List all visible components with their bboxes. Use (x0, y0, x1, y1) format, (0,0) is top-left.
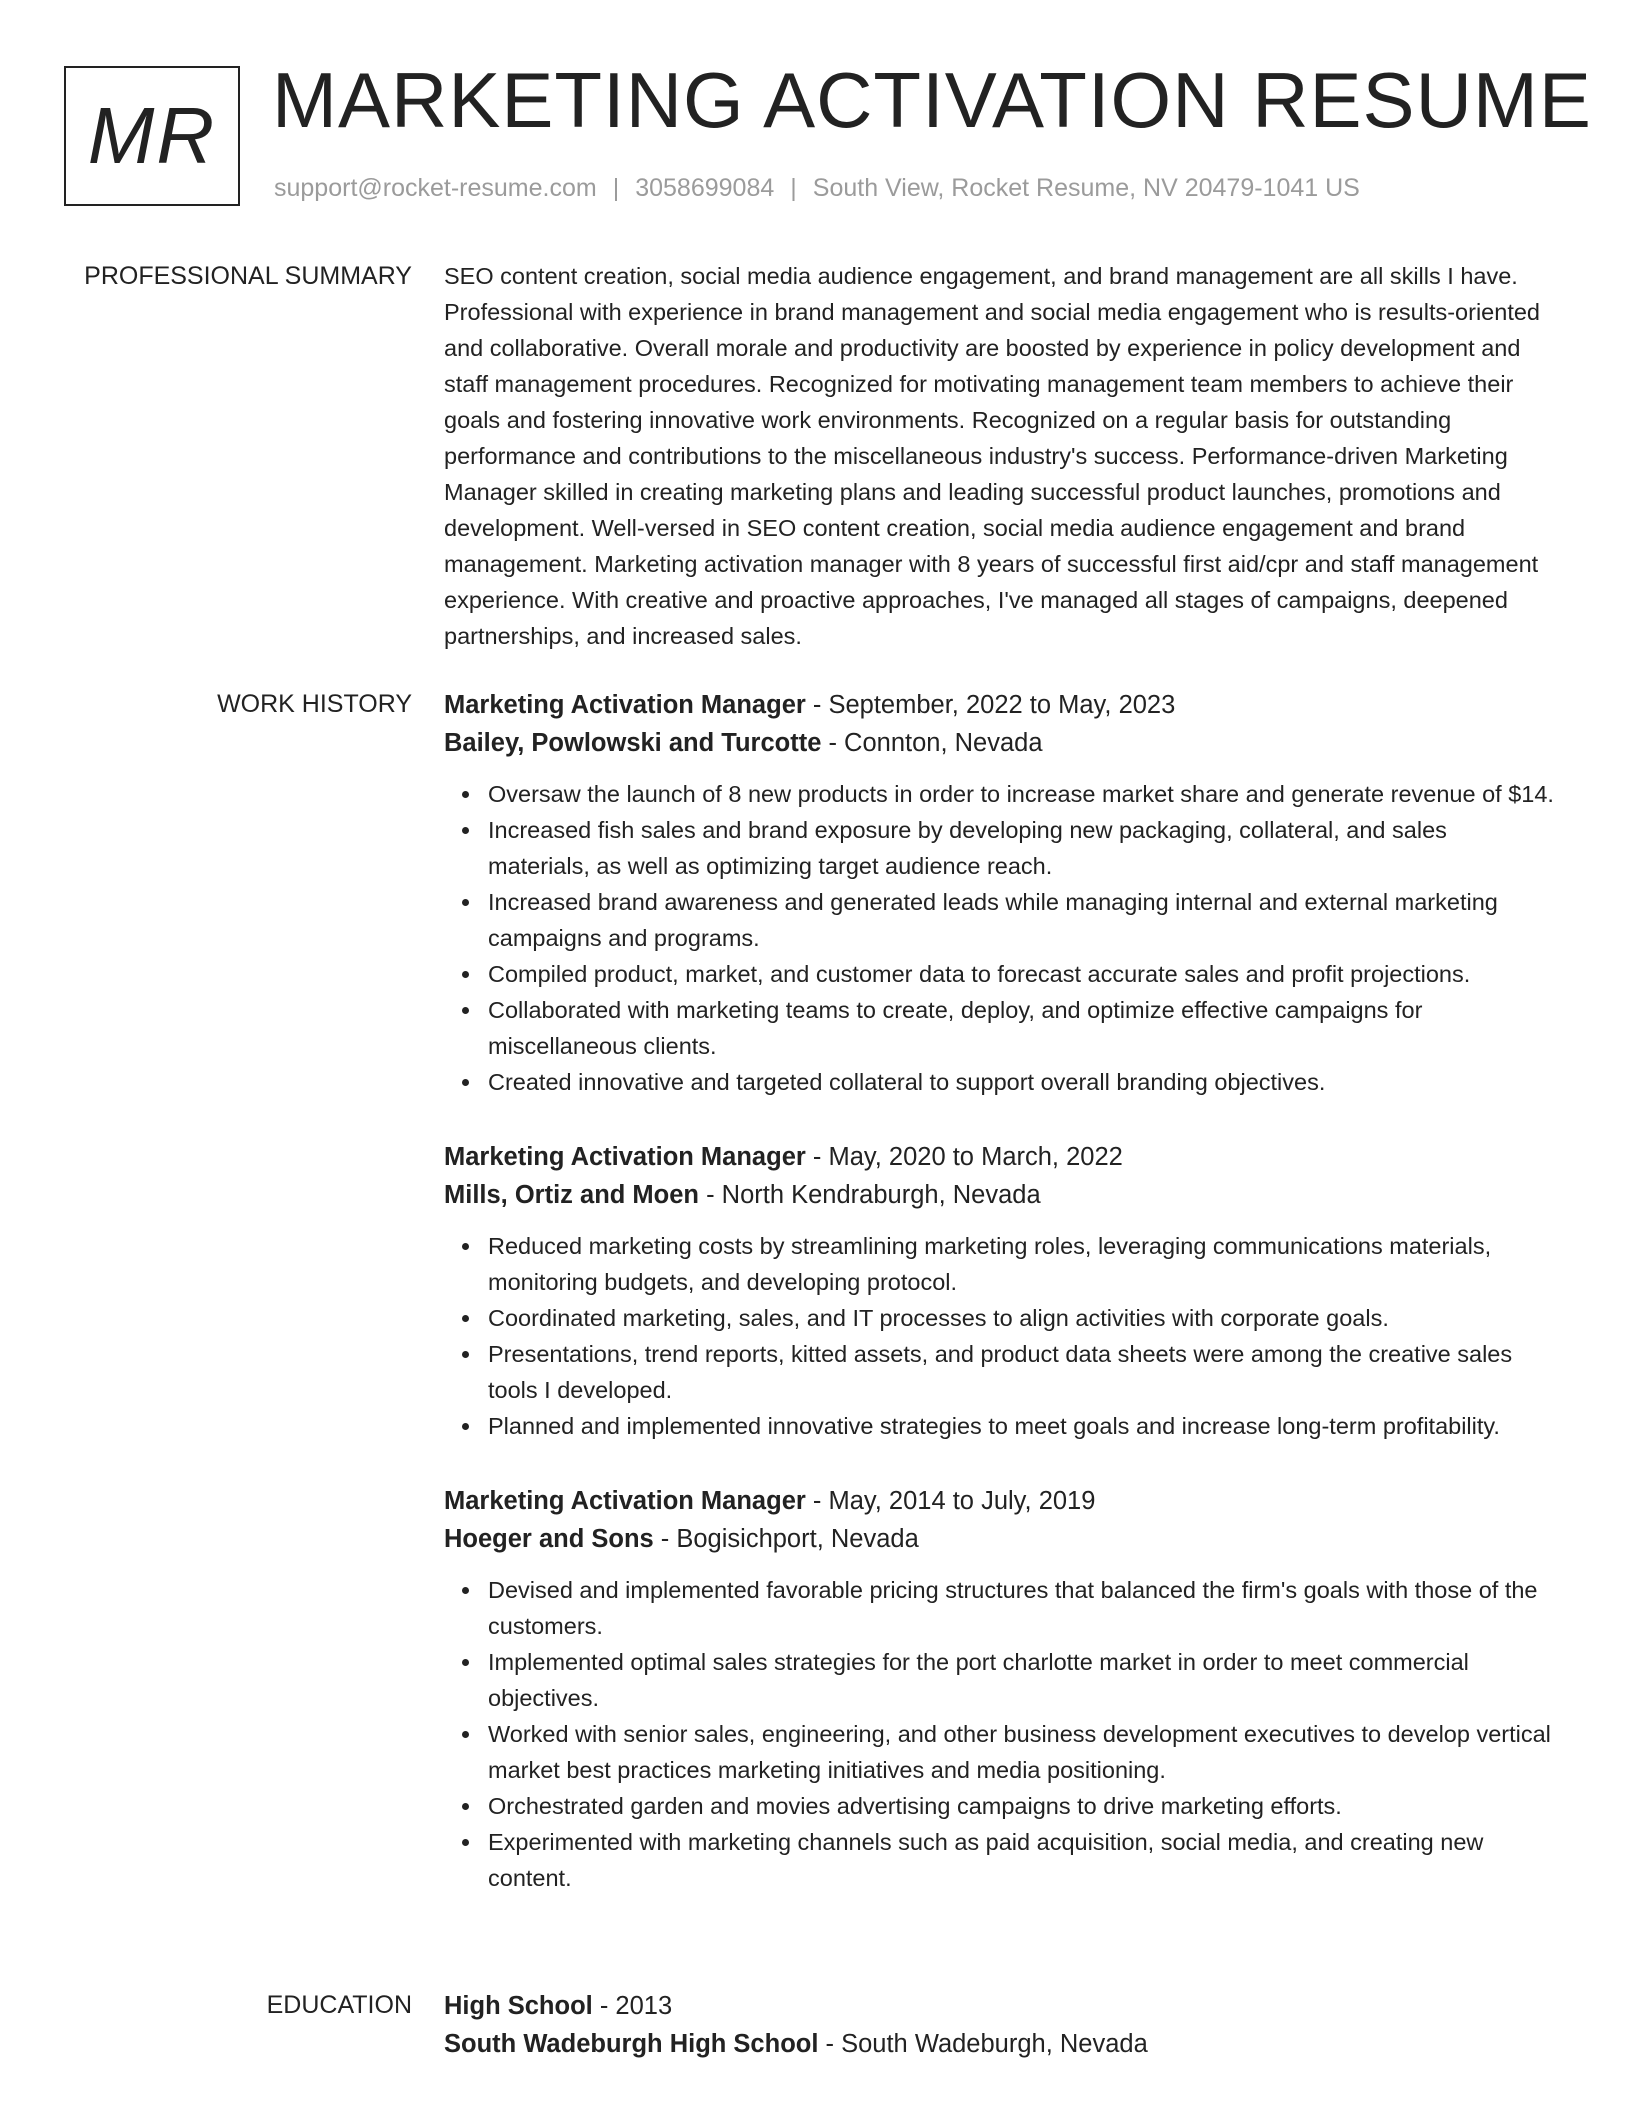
job-bullet: Implemented optimal sales strategies for the port charlotte market in order to meet commercial objectives. (488, 1644, 1554, 1716)
job-bullet: Increased brand awareness and generated leads while managing internal and external marketing campaigns and programs. (488, 884, 1554, 956)
job-title-line (444, 1482, 1554, 1520)
job-title-line (444, 686, 1554, 724)
job-location: - North Kendraburgh, Nevada (699, 1181, 1041, 1209)
education-degree: High School (444, 1992, 593, 2020)
job-entry (444, 1482, 1554, 1896)
job-bullet: Coordinated marketing, sales, and IT processes to align activities with corporate goals. (488, 1300, 1554, 1336)
job-dates: - September, 2022 to May, 2023 (805, 691, 1176, 719)
contact-line (274, 174, 1360, 203)
job-bullet: Reduced marketing costs by streamlining marketing roles, leveraging communications materials, monitoring budgets, and developing protocol. (488, 1228, 1554, 1300)
job-bullet: Worked with senior sales, engineering, and other business development executives to develop vertical market best practices marketing initiatives and media positioning. (488, 1716, 1554, 1788)
contact-separator: | (612, 174, 620, 202)
job-bullet: Compiled product, market, and customer data to forecast accurate sales and profit projections. (488, 956, 1554, 992)
job-entry (444, 1138, 1554, 1444)
job-dates: - May, 2020 to March, 2022 (805, 1143, 1123, 1171)
section-label-education: EDUCATION (266, 1991, 412, 2019)
job-bullet-list (444, 1228, 1554, 1444)
job-bullet: Orchestrated garden and movies advertising campaigns to drive marketing efforts. (488, 1788, 1554, 1824)
initials: MR (87, 91, 217, 180)
job-bullet: Created innovative and targeted collateral to support overall branding objectives. (488, 1064, 1554, 1100)
job-company: Hoeger and Sons (444, 1525, 654, 1553)
job-dates: - May, 2014 to July, 2019 (805, 1487, 1096, 1515)
resume-title: MARKETING ACTIVATION RESUME (272, 56, 1592, 144)
job-bullet: Devised and implemented favorable pricing structures that balanced the firm's goals with those of the customers. (488, 1572, 1554, 1644)
contact-phone: 3058699084 (635, 174, 775, 202)
job-bullet: Presentations, trend reports, kitted assets, and product data sheets were among the creative sales tools I developed. (488, 1336, 1554, 1408)
summary-body (444, 258, 1554, 654)
contact-address: South View, Rocket Resume, NV 20479-1041 US (812, 174, 1360, 202)
job-bullet: Experimented with marketing channels such as paid acquisition, social media, and creating new content. (488, 1824, 1554, 1896)
contact-email: support@rocket-resume.com (274, 174, 597, 202)
job-bullet: Collaborated with marketing teams to create, deploy, and optimize effective campaigns for miscellaneous clients. (488, 992, 1554, 1064)
summary-text: SEO content creation, social media audience engagement, and brand management are all skills I have. Professional with experience in brand management and social media engagement who is results-oriented and collaborative. Overall morale and productivity are boosted by experience in policy development and staff management procedures. Recognized for motivating management team members to achieve their goals and fostering innovative work environments. Recognized on a regular basis for outstanding performance and contributions to the miscellaneous industry's success. Performance-driven Marketing Manager skilled in creating marketing plans and leading successful product launches, promotions and development. Well-versed in SEO content creation, social media audience engagement and brand management. Marketing activation manager with 8 years of successful first aid/cpr and staff management experience. With creative and proactive approaches, I've managed all stages of campaigns, deepened partnerships, and increased sales. (444, 263, 1540, 649)
work-history-body (444, 686, 1554, 1934)
job-company-line (444, 1176, 1554, 1214)
job-location: - Connton, Nevada (821, 729, 1043, 757)
education-degree-line (444, 1987, 1554, 2025)
job-bullet: Planned and implemented innovative strategies to meet goals and increase long-term profitability. (488, 1408, 1554, 1444)
job-entry (444, 686, 1554, 1100)
job-company-line (444, 1520, 1554, 1558)
job-company: Bailey, Powlowski and Turcotte (444, 729, 822, 757)
job-bullet: Increased fish sales and brand exposure by developing new packaging, collateral, and sales materials, as well as optimizing target audience reach. (488, 812, 1554, 884)
education-school-line (444, 2025, 1554, 2063)
section-label-summary: PROFESSIONAL SUMMARY (84, 262, 412, 290)
job-title-line (444, 1138, 1554, 1176)
job-company-line (444, 724, 1554, 762)
section-label-work-history: WORK HISTORY (217, 690, 412, 718)
job-title: Marketing Activation Manager (444, 1487, 806, 1515)
education-location: - South Wadeburgh, Nevada (818, 2030, 1148, 2058)
monogram-logo (64, 66, 240, 206)
job-company: Mills, Ortiz and Moen (444, 1181, 700, 1209)
job-location: - Bogisichport, Nevada (653, 1525, 919, 1553)
job-bullet-list (444, 776, 1554, 1100)
job-title: Marketing Activation Manager (444, 691, 806, 719)
job-bullet-list (444, 1572, 1554, 1896)
education-body (444, 1987, 1554, 2063)
education-school: South Wadeburgh High School (444, 2030, 819, 2058)
education-year: - 2013 (592, 1992, 673, 2020)
job-title: Marketing Activation Manager (444, 1143, 806, 1171)
contact-separator: | (790, 174, 797, 202)
job-bullet: Oversaw the launch of 8 new products in order to increase market share and generate revenue of $14. (488, 776, 1554, 812)
